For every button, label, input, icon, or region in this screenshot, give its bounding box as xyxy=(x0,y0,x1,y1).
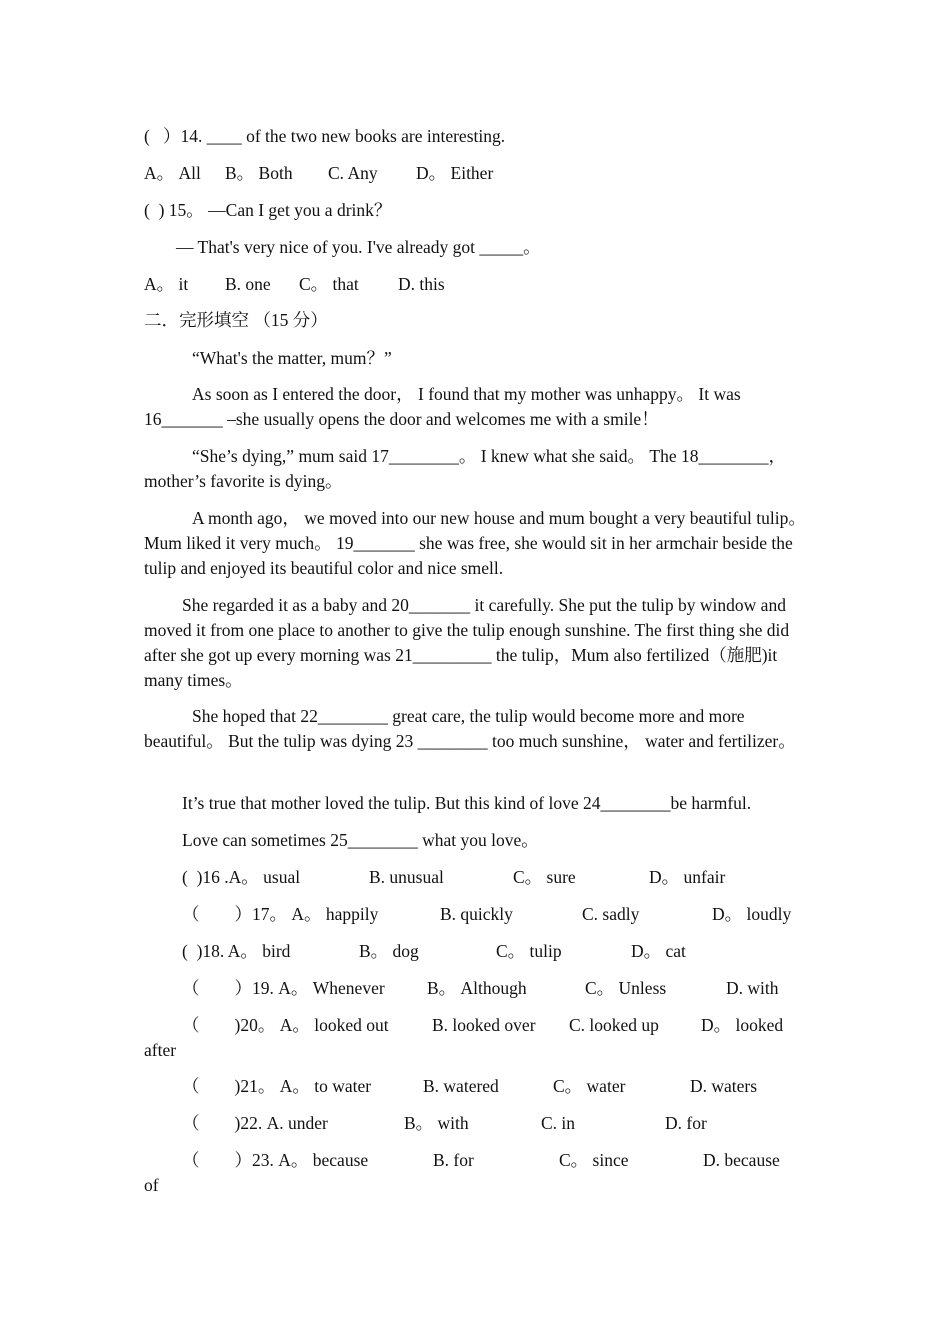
cloze-option-c: C. sadly xyxy=(582,904,640,924)
option-a: A。 All xyxy=(144,163,201,183)
passage-title: “What's the matter, mum？” xyxy=(192,348,392,368)
option-d: D. this xyxy=(398,274,445,294)
passage-paragraph-1: As soon as I entered the door， I found that my mother was unhappy。 It was 16_______ –she usually opens the door and welcomes me with a smile！ xyxy=(144,384,741,429)
cloze-option-a: （ )22. A. under xyxy=(182,1113,328,1133)
option-b: B。 Both xyxy=(225,163,293,183)
cloze-option-d: D. because xyxy=(703,1150,780,1170)
cloze-option-d: D. waters xyxy=(690,1076,758,1096)
cloze-option-c: C。 since xyxy=(559,1150,629,1170)
cloze-option-b: B. for xyxy=(433,1150,474,1170)
cloze-option-b: B。 Although xyxy=(427,978,527,998)
section-heading: 二．完形填空 （15 分） xyxy=(144,310,328,330)
cloze-option-c: C。 tulip xyxy=(496,941,562,961)
cloze-option-d: D。 looked xyxy=(701,1015,784,1035)
cloze-option-a: （ ）17。 A。 happily xyxy=(182,904,379,924)
cloze-option-a: ( )18. A。 bird xyxy=(182,941,291,961)
cloze-option-a: （ ）23. A。 because xyxy=(182,1150,369,1170)
cloze-option-b: B. quickly xyxy=(440,904,513,924)
option-d: D。 Either xyxy=(416,163,494,183)
question-14-stem: ( ）14. ____ of the two new books are interesting. xyxy=(144,126,506,146)
cloze-option-c: C。 water xyxy=(553,1076,626,1096)
passage-paragraph-7: Love can sometimes 25________ what you love。 xyxy=(182,830,539,850)
option-b: B. one xyxy=(225,274,271,294)
cloze-option-d: D. with xyxy=(726,978,779,998)
cloze-option-d: D. for xyxy=(665,1113,707,1133)
cloze-option-a: ( )16 .A。 usual xyxy=(182,867,301,887)
passage-paragraph-4: She regarded it as a baby and 20_______ it carefully. She put the tulip by window and moved it from one place to another to give the tulip enough sunshine. The first thing she did after she got up every morning was 21_________ the tulip，Mum also fertilized（施肥)it many times。 xyxy=(144,595,790,690)
passage-paragraph-2: “She’s dying,” mum said 17________。 I knew what she said。 The 18________， mother’s favorite is dying。 xyxy=(144,446,786,491)
cloze-option-b: B。 with xyxy=(404,1113,469,1133)
cloze-option-b: B. watered xyxy=(423,1076,499,1096)
cloze-option-d: D。 loudly xyxy=(712,904,792,924)
question-15-reply: — That's very nice of you. I've already got _____。 xyxy=(176,237,541,257)
cloze-option-b: B. unusual xyxy=(369,867,444,887)
cloze-option-d-continuation: after xyxy=(144,1040,177,1060)
passage-paragraph-3: A month ago， we moved into our new house and mum bought a very beautiful tulip。 Mum liked it very much。 19_______ she was free, she would sit in her armchair beside the tulip and enjoyed its beautiful color and nice smell. xyxy=(144,508,806,578)
passage-paragraph-5: She hoped that 22________ great care, the tulip would become more and more beautiful。 But the tulip was dying 23 ________ too much sunshine， water and fertilizer。 xyxy=(144,706,796,751)
option-c: C. Any xyxy=(328,163,378,183)
cloze-option-d: D。 cat xyxy=(631,941,686,961)
cloze-option-a: （ ）19. A。 Whenever xyxy=(182,978,385,998)
question-15-stem: ( ) 15。 —Can I get you a drink？ xyxy=(144,200,392,220)
cloze-option-c: C. in xyxy=(541,1113,576,1133)
passage-paragraph-6: It’s true that mother loved the tulip. But this kind of love 24________be harmful. xyxy=(182,793,752,813)
cloze-option-c: C. looked up xyxy=(569,1015,659,1035)
cloze-option-c: C。 Unless xyxy=(585,978,667,998)
cloze-option-c: C。 sure xyxy=(513,867,576,887)
cloze-option-a: （ )21。 A。 to water xyxy=(182,1076,372,1096)
option-a: A。 it xyxy=(144,274,189,294)
cloze-option-a: （ )20。 A。 looked out xyxy=(182,1015,389,1035)
cloze-option-d-continuation: of xyxy=(144,1175,159,1195)
option-c: C。 that xyxy=(299,274,359,294)
cloze-option-b: B。 dog xyxy=(359,941,419,961)
cloze-option-b: B. looked over xyxy=(432,1015,536,1035)
cloze-option-d: D。 unfair xyxy=(649,867,726,887)
